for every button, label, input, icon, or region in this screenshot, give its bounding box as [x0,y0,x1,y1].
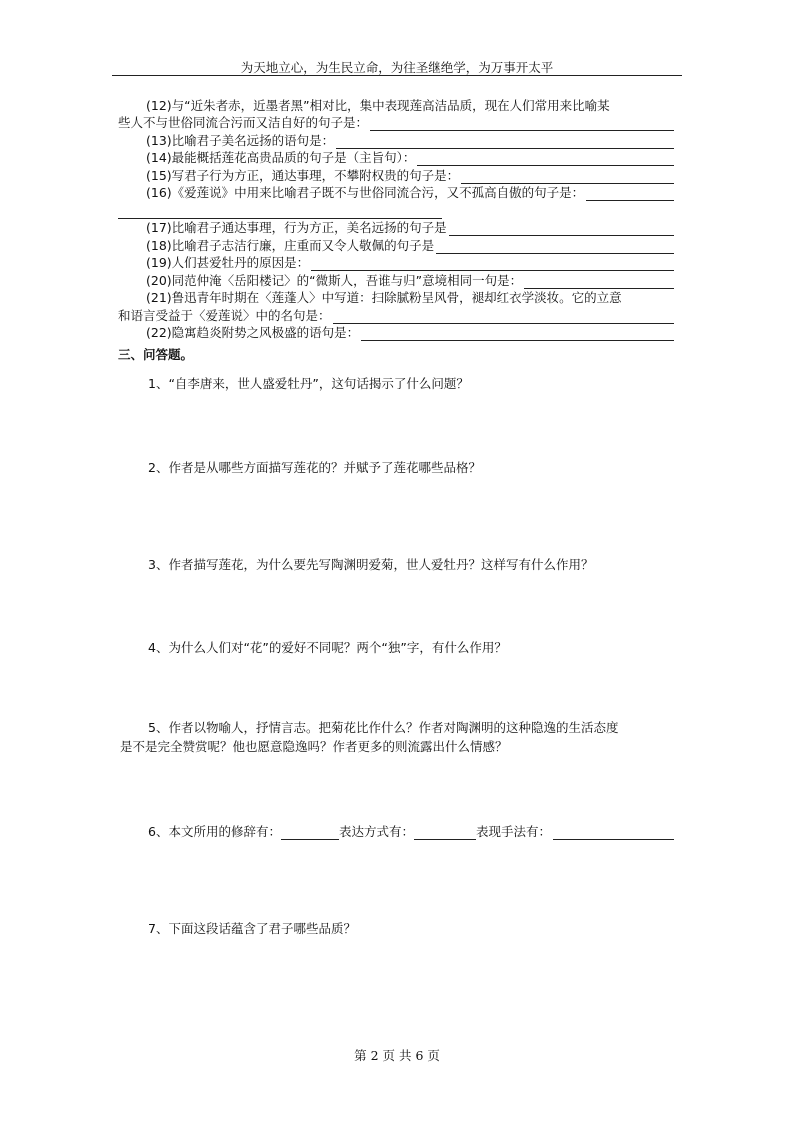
question-4: 4、为什么人们对“花”的爱好不同呢？两个“独”字，有什么作用？ [148,640,507,655]
item-16: (16)《爱莲说》中用来比喻君子既不与世俗同流合污，又不孤高自傲的句子是： [118,184,674,202]
answer-blank[interactable] [524,277,674,289]
question-2: 2、作者是从哪些方面描写莲花的？并赋予了莲花哪些品格？ [148,460,481,475]
item-22: (22)隐寓趋炎附势之风极盛的语句是： [118,324,674,342]
answer-blank[interactable] [449,224,674,236]
item-19: (19)人们甚爱牡丹的原因是： [118,254,674,272]
answer-blank[interactable] [370,119,674,131]
item-12-line-2: 些人不与世俗同流合污而又洁自好的句子是： [118,114,674,132]
question-5-line-2: 是不是完全赞赏呢？他也愿意隐逸吗？作者更多的则流露出什么情感？ [120,739,508,754]
question-6-technique-label: 表现手法有： [475,824,551,839]
technique-blank[interactable] [553,828,674,840]
item-14: (14)最能概括莲花高贵品质的句子是（主旨句）： [118,149,674,167]
fill-in-section [118,96,674,363]
question-7: 7、下面这段话蕴含了君子哪些品质？ [148,921,356,936]
item-15: (15)写君子行为方正，通达事理，不攀附权贵的句子是： [118,166,674,184]
item-17: (17)比喻君子通达事理，行为方正，美名远扬的句子是 [118,219,674,237]
question-1: 1、“自李唐来，世人盛爱牡丹”，这句话揭示了什么问题？ [148,376,469,391]
answer-blank[interactable] [336,137,674,149]
page-header-motto: 为天地立心，为生民立命，为往圣继绝学，为万事开太平 [240,60,554,75]
question-5 [120,718,676,756]
item-18: (18)比喻君子志洁行廉，庄重而又令人敬佩的句子是 [118,236,674,254]
item-13: (13)比喻君子美名远扬的语句是： [118,131,674,149]
question-6-rhetoric-label: 6、本文所用的修辞有： [148,824,281,839]
item-20: (20)同范仲淹〈岳阳楼记〉的“微斯人，吾谁与归”意境相同一句是： [118,271,674,289]
answer-blank[interactable] [118,207,442,219]
question-6-expression-label: 表达方式有： [338,824,414,839]
rhetoric-blank[interactable] [281,828,339,840]
question-3: 3、作者描写莲花，为什么要先写陶渊明爱菊，世人爱牡丹？这样写有什么作用？ [148,557,594,572]
answer-blank[interactable] [461,172,674,184]
item-21-line-1: (21)鲁迅青年时期在〈莲蓬人〉中写道：扫除腻粉呈风骨，褪却红衣学淡妆。它的立意 [146,290,622,305]
answer-blank[interactable] [417,154,674,166]
question-5-line-1: 5、作者以物喻人，抒情言志。把菊花比作什么？作者对陶渊明的这种隐逸的生活态度 [148,720,619,735]
page-number: 第 2 页 共 6 页 [354,1048,440,1063]
section-3-title: 三、问答题。 [118,347,194,362]
header-divider [112,75,682,76]
answer-blank[interactable] [333,312,674,324]
question-6 [148,822,674,840]
answer-blank[interactable] [311,259,674,271]
item-12-line-1: (12)与“近朱者赤，近墨者黑”相对比，集中表现莲高洁品质，现在人们常用来比喻某 [146,97,610,113]
answer-blank[interactable] [436,242,674,254]
item-16-continuation [118,201,674,219]
answer-blank[interactable] [361,329,674,341]
answer-blank[interactable] [586,189,674,201]
expression-blank[interactable] [414,828,476,840]
item-21-line-2: 和语言受益于〈爱莲说〉中的名句是： [118,306,674,324]
